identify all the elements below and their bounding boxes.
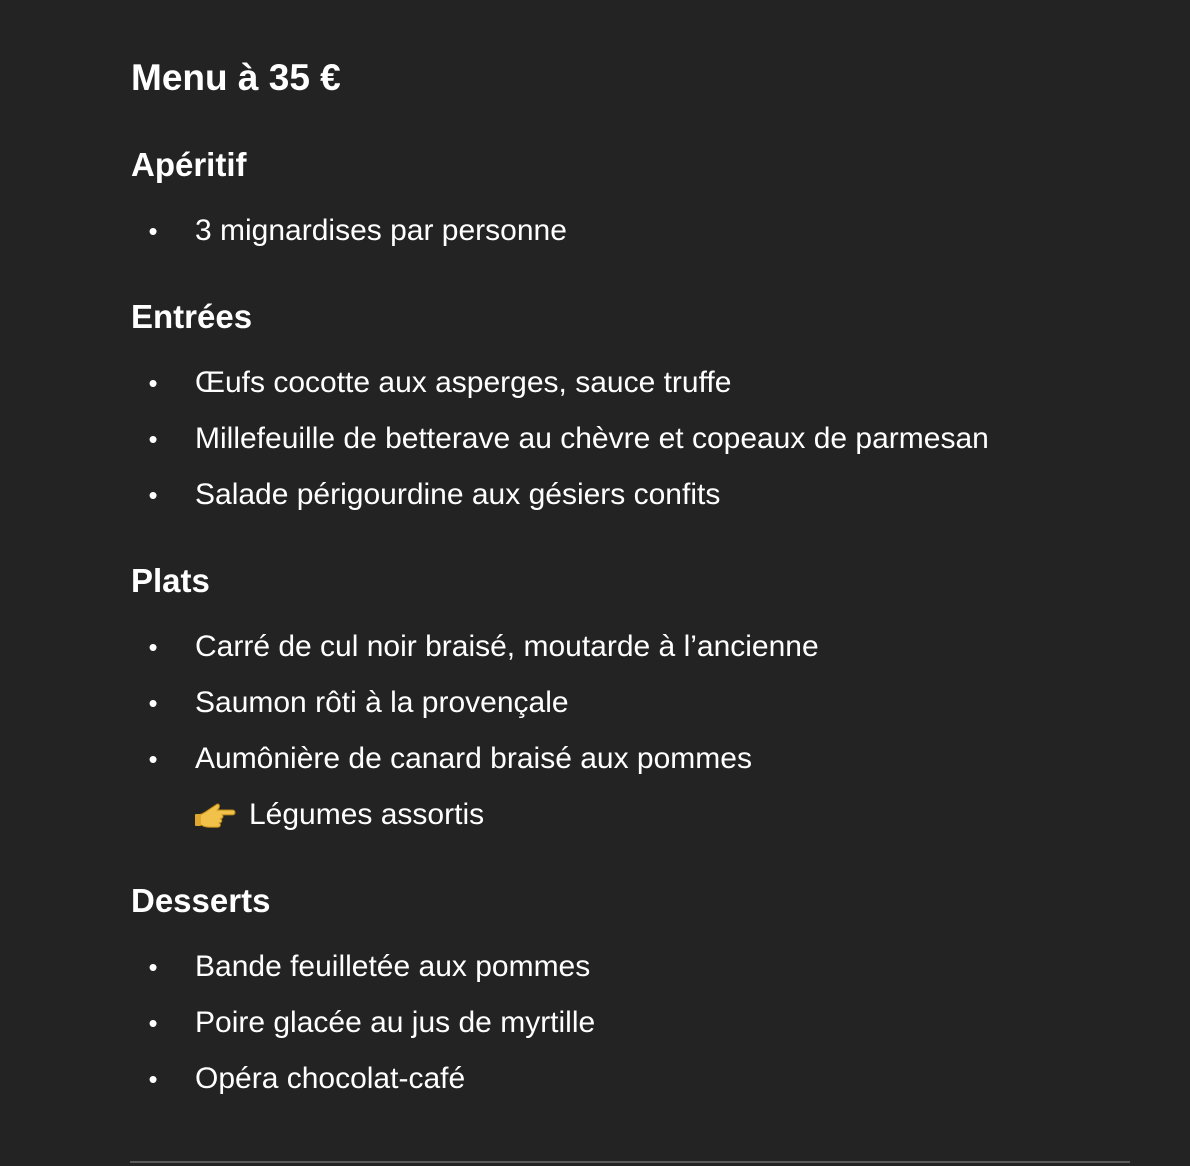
bullet: • — [148, 424, 158, 454]
side-dish-note-text: Légumes assortis — [249, 798, 485, 831]
list-item-text: Œufs cocotte aux asperges, sauce truffe — [195, 366, 732, 399]
bullet: • — [148, 632, 158, 662]
pointing-hand-icon — [195, 799, 237, 829]
list-item-text: Poire glacée au jus de myrtille — [195, 1006, 596, 1039]
list-item-text: 3 mignardises par personne — [195, 214, 567, 247]
list-item-text: Bande feuilletée aux pommes — [195, 950, 591, 983]
list-item-text: Opéra chocolat-café — [195, 1062, 466, 1095]
list-item-text: Salade périgourdine aux gésiers confits — [195, 478, 721, 511]
list-item-text: Carré de cul noir braisé, moutarde à l’ancienne — [195, 630, 819, 663]
bullet: • — [148, 216, 158, 246]
menu-title: Menu à 35 € — [131, 57, 341, 98]
divider — [130, 1161, 1130, 1163]
section-heading-aperitif: Apéritif — [131, 146, 247, 183]
side-dish-note — [195, 795, 484, 835]
bullet: • — [148, 1008, 158, 1038]
list-item-text: Aumônière de canard braisé aux pommes — [195, 742, 752, 775]
bullet: • — [148, 1064, 158, 1094]
section-heading-plats: Plats — [131, 562, 210, 599]
section-heading-entrees: Entrées — [131, 298, 253, 335]
bullet: • — [148, 688, 158, 718]
list-item-text: Millefeuille de betterave au chèvre et copeaux de parmesan — [195, 422, 989, 455]
bullet: • — [148, 952, 158, 982]
bullet: • — [148, 368, 158, 398]
bullet: • — [148, 744, 158, 774]
section-heading-desserts: Desserts — [131, 882, 271, 919]
bullet: • — [148, 480, 158, 510]
list-item-text: Saumon rôti à la provençale — [195, 686, 569, 719]
